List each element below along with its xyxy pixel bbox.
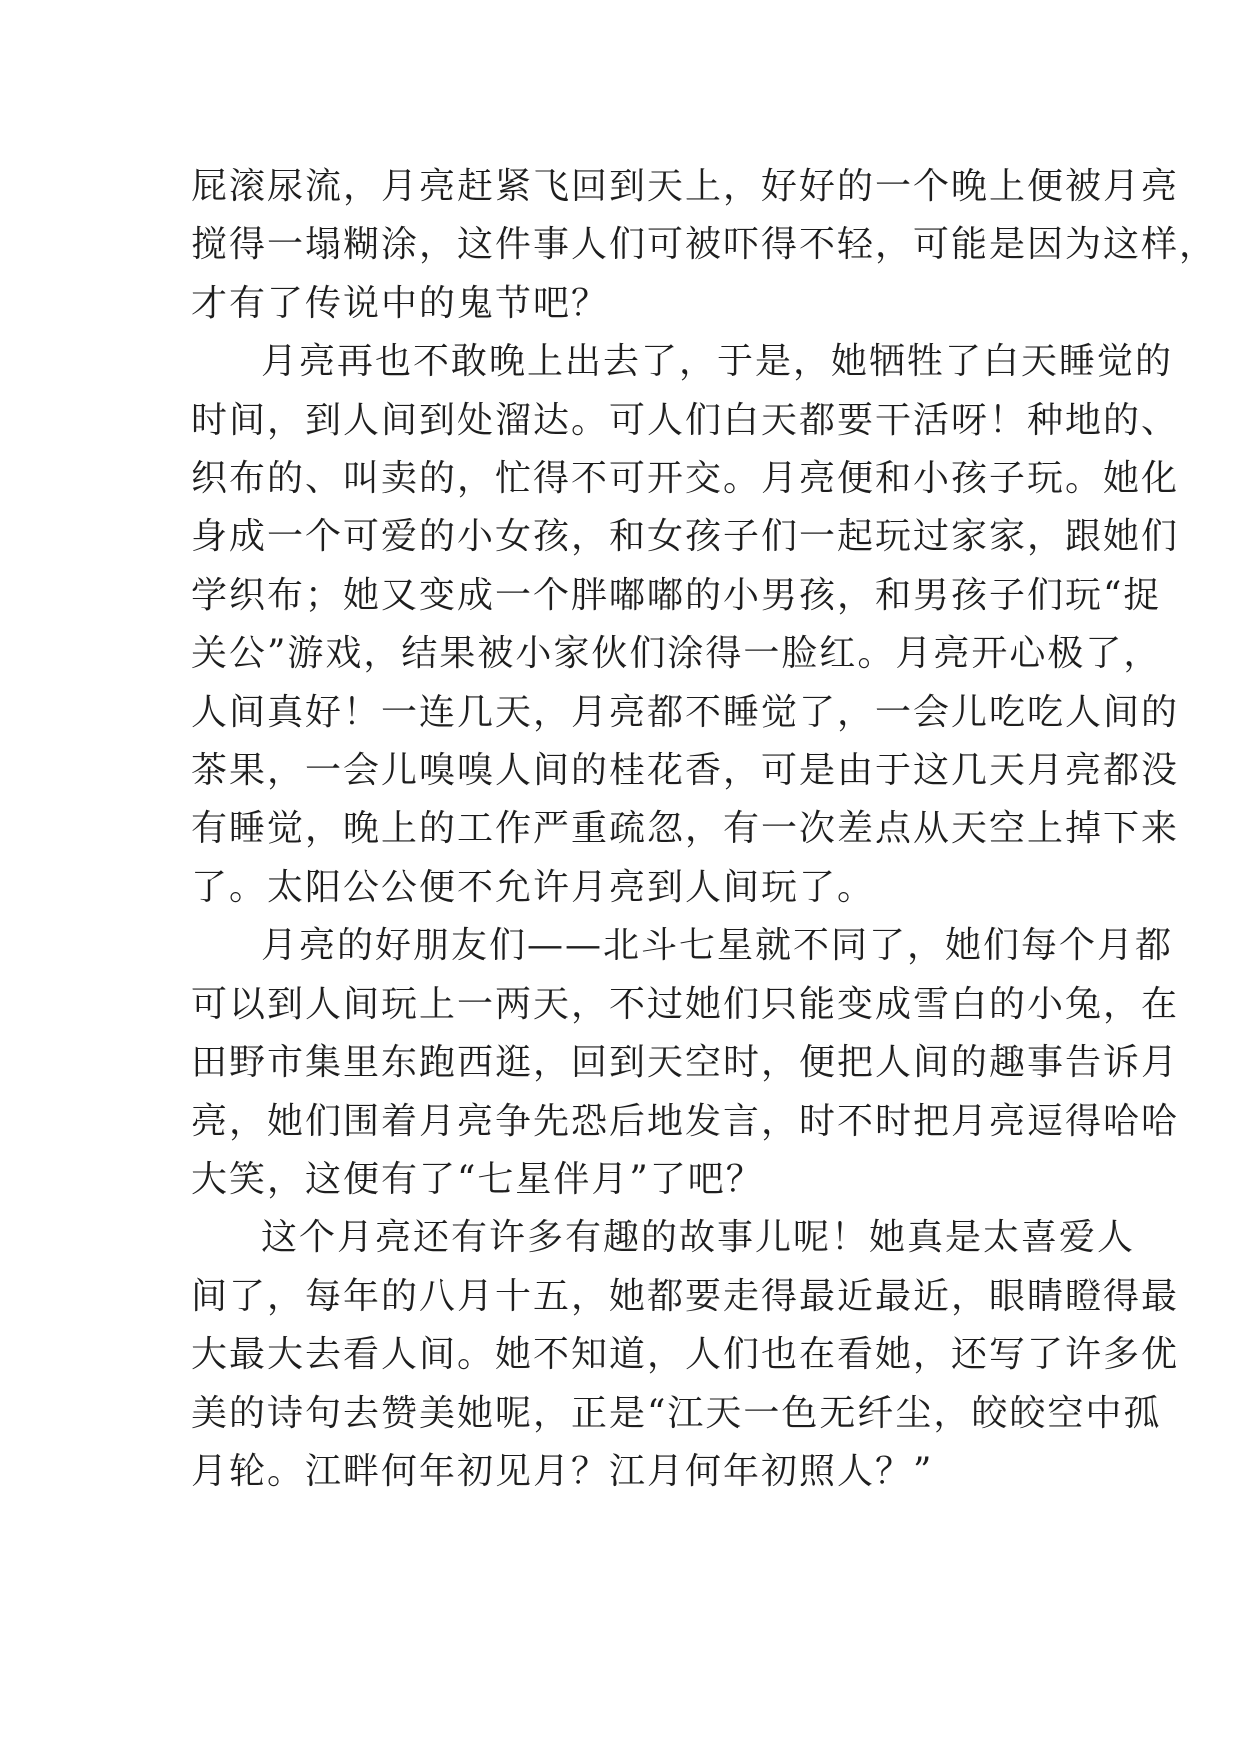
text-line: 大笑，这便有了“七星伴月”了吧？ [191, 1158, 764, 1200]
paragraph-first-line: 月亮再也不敢晚上出去了，于是，她牺牲了白天睡觉的 [261, 341, 1174, 383]
text-line: 田野市集里东跑西逛，回到天空时，便把人间的趣事告诉月 [191, 1042, 1180, 1084]
text-line: 了。太阳公公便不允许月亮到人间玩了。 [191, 866, 876, 908]
text-line: 屁滚尿流，月亮赶紧飞回到天上，好好的一个晚上便被月亮 [191, 166, 1180, 207]
text-line: 身成一个可爱的小女孩，和女孩子们一起玩过家家，跟她们 [191, 516, 1180, 558]
paragraph-first-line: 这个月亮还有许多有趣的故事儿呢！她真是太喜爱人 [261, 1217, 1136, 1259]
text-line: 关公”游戏，结果被小家伙们涂得一脸红。月亮开心极了， [191, 633, 1162, 675]
text-line: 间了，每年的八月十五，她都要走得最近最近，眼睛瞪得最 [191, 1275, 1180, 1317]
text-line: 有睡觉，晚上的工作严重疏忽，有一次差点从天空上掉下来 [191, 808, 1180, 850]
paragraph-first-line: 月亮的好朋友们——北斗七星就不同了，她们每个月都 [261, 925, 1174, 967]
text-line: 可以到人间玩上一两天，不过她们只能变成雪白的小兔，在 [191, 983, 1180, 1025]
text-line: 美的诗句去赞美她呢，正是“江天一色无纤尘，皎皎空中孤 [191, 1392, 1162, 1434]
text-line: 织布的、叫卖的，忙得不可开交。月亮便和小孩子玩。她化 [191, 458, 1180, 500]
text-line: 学织布；她又变成一个胖嘟嘟的小男孩，和男孩子们玩“捉 [191, 574, 1162, 616]
text-line: 月轮。江畔何年初见月？江月何年初照人？” [191, 1450, 934, 1492]
text-line: 茶果，一会儿嗅嗅人间的桂花香，可是由于这几天月亮都没 [191, 750, 1180, 792]
text-line: 才有了传说中的鬼节吧？ [191, 282, 610, 324]
text-line: 时间，到人间到处溜达。可人们白天都要干活呀！种地的、 [191, 399, 1180, 441]
text-line: 人间真好！一连几天，月亮都不睡觉了，一会儿吃吃人间的 [191, 691, 1180, 733]
text-line: 亮，她们围着月亮争先恐后地发言，时不时把月亮逗得哈哈 [191, 1100, 1180, 1142]
text-line: 搅得一塌糊涂，这件事人们可被吓得不轻，可能是因为这样， [191, 224, 1218, 266]
body-text [191, 158, 1218, 1501]
text-line: 大最大去看人间。她不知道，人们也在看她，还写了许多优 [191, 1334, 1180, 1376]
